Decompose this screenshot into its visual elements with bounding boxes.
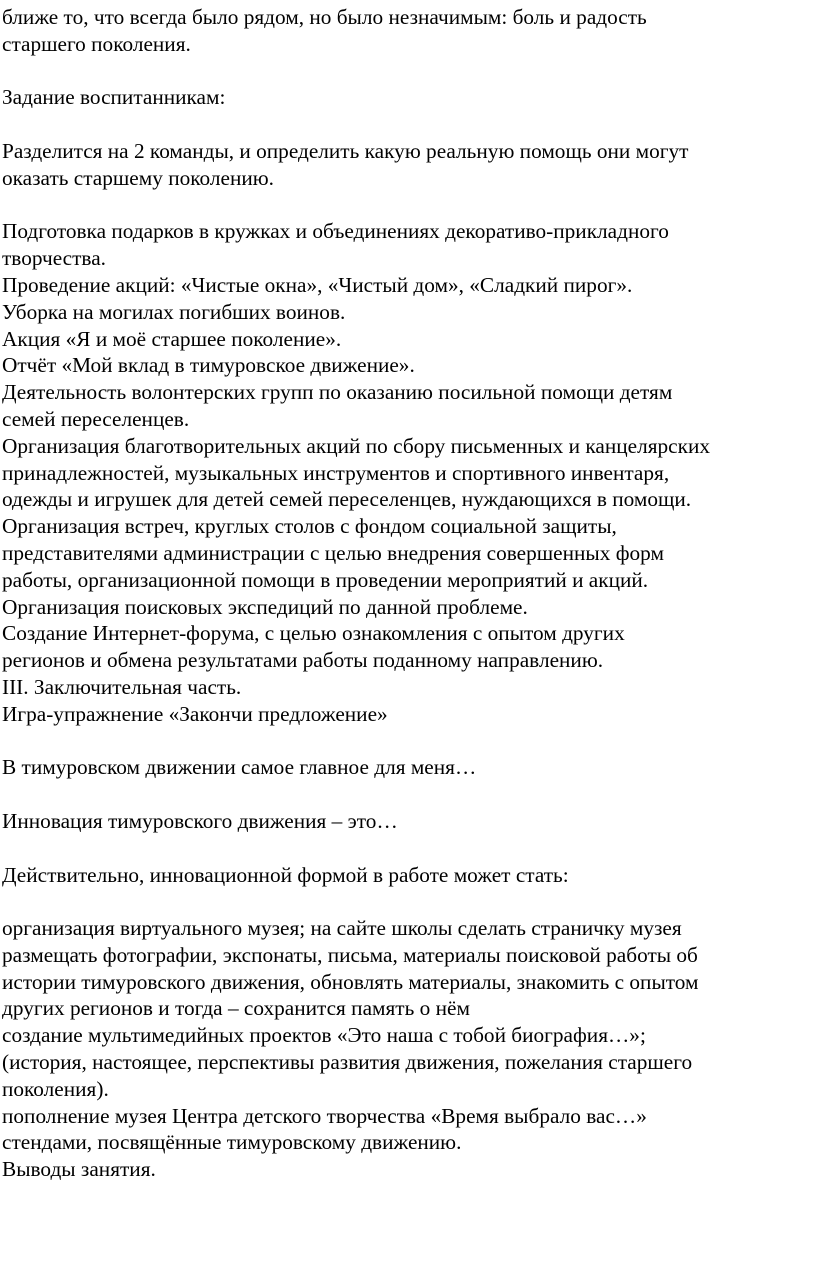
activity-line: регионов и обмена результатами работы поданному направлению. — [2, 648, 604, 673]
blank-line — [2, 781, 816, 808]
activity-line: Акция «Я и моё старшее поколение». — [2, 326, 342, 351]
activity-line: Организация встреч, круглых столов с фондом социальной защиты, — [2, 514, 617, 539]
text-line: ближе то, что всегда было рядом, но было незначимым: боль и радость — [2, 5, 647, 29]
blank-line — [2, 835, 816, 862]
section-heading: III. Заключительная часть. — [2, 674, 242, 699]
blank-line — [2, 888, 816, 915]
conclusion-line: других регионов и тогда – сохранится память о нём — [2, 996, 470, 1021]
activity-line: Организация поисковых экспедиций по данной проблеме. — [2, 594, 528, 619]
blank-line — [2, 728, 816, 755]
text-line: оказать старшему поколению. — [2, 165, 274, 190]
blank-line — [2, 111, 816, 138]
conclusion-line: создание мультимедийных проектов «Это наша с тобой биография…»; — [2, 1023, 646, 1048]
text-line: старшего поколения. — [2, 31, 191, 56]
activity-line: творчества. — [2, 246, 106, 271]
activity-line: Уборка на могилах погибших воинов. — [2, 299, 346, 324]
text-line: Разделится на 2 команды, и определить какую реальную помощь они могут — [2, 138, 689, 163]
activity-line: Подготовка подарков в кружках и объединениях декоративо-прикладного — [2, 219, 669, 244]
activity-line: представителями администрации с целью внедрения совершенных форм — [2, 540, 664, 565]
activity-line: Деятельность волонтерских групп по оказанию посильной помощи детям — [2, 380, 673, 405]
activity-line: Отчёт «Мой вклад в тимуровское движение». — [2, 353, 415, 378]
prompt-line: Действительно, инновационной формой в работе может стать: — [2, 862, 569, 887]
conclusion-line: истории тимуровского движения, обновлять материалы, знакомить с опытом — [2, 969, 699, 994]
activity-line: работы, организационной помощи в проведении мероприятий и акций. — [2, 567, 649, 592]
activity-line: Игра-упражнение «Закончи предложение» — [2, 701, 388, 726]
activity-line: принадлежностей, музыкальных инструментов и спортивного инвентаря, — [2, 460, 670, 485]
conclusion-line: поколения). — [2, 1076, 109, 1101]
conclusion-line: пополнение музея Центра детского творчества «Время выбрало вас…» — [2, 1103, 647, 1128]
blank-line — [2, 58, 816, 85]
conclusion-line: размещать фотографии, экспонаты, письма, материалы поисковой работы об — [2, 942, 698, 967]
activity-line: Организация благотворительных акций по сбору письменных и канцелярских — [2, 433, 710, 458]
conclusion-line: стендами, посвящённые тимуровскому движению. — [2, 1130, 462, 1155]
activity-line: Проведение акций: «Чистые окна», «Чистый дом», «Сладкий пирог». — [2, 272, 633, 297]
activity-line: семей переселенцев. — [2, 406, 190, 431]
activity-line: одежды и игрушек для детей семей переселенцев, нуждающихся в помощи. — [2, 487, 692, 512]
conclusion-line: организация виртуального музея; на сайте школы сделать страничку музея — [2, 916, 682, 941]
conclusion-line: (история, настоящее, перспективы развития движения, пожелания старшего — [2, 1050, 693, 1075]
prompt-line: В тимуровском движении самое главное для меня… — [2, 755, 477, 780]
prompt-line: Инновация тимуровского движения – это… — [2, 808, 398, 833]
conclusion-line: Выводы занятия. — [2, 1157, 156, 1182]
activity-line: Создание Интернет-форума, с целью ознакомления с опытом других — [2, 621, 625, 646]
task-heading: Задание воспитанникам: — [2, 85, 226, 110]
blank-line — [2, 192, 816, 219]
